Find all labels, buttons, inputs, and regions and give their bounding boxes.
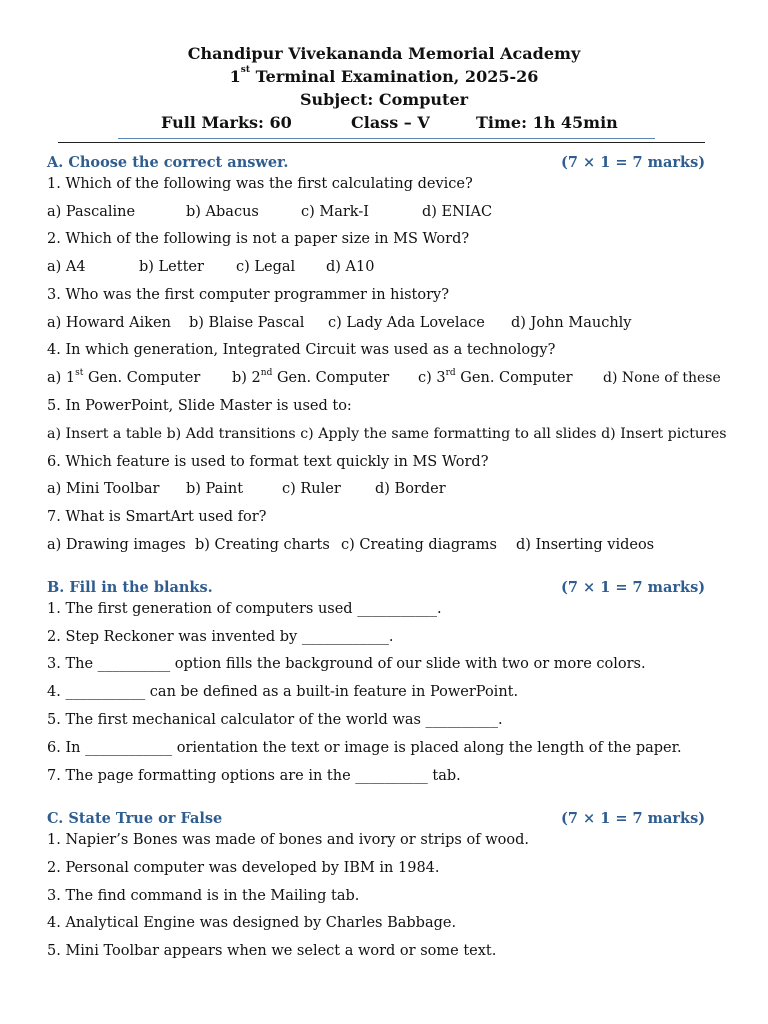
question-a6: 6. Which feature is used to format text quickly in MS Word? xyxy=(47,454,489,470)
subject-line: Subject: Computer xyxy=(299,90,469,109)
time-label: Time: 1h 45min xyxy=(476,113,618,132)
option-a2-d: d) A10 xyxy=(326,259,375,275)
full-marks: Full Marks: 60 xyxy=(161,113,292,132)
option-a2-b: b) Letter xyxy=(139,259,204,275)
option-a3-b: b) Blaise Pascal xyxy=(189,315,305,331)
true-false-item: 1. Napier’s Bones was made of bones and ivory or strips of wood. xyxy=(47,832,529,848)
blank-item: 3. The __________ option fills the background of our slide with two or more colors. xyxy=(47,656,646,672)
blank-item: 7. The page formatting options are in the __________ tab. xyxy=(47,768,461,784)
blank-item: 2. Step Reckoner was invented by ____________. xyxy=(47,629,394,645)
option-a4-b: b) 2nd Gen. Computer xyxy=(232,368,390,386)
question-a1: 1. Which of the following was the first calculating device? xyxy=(47,176,473,192)
option-a7-b: b) Creating charts xyxy=(195,537,330,553)
option-a1-c: c) Mark-I xyxy=(301,204,369,220)
option-a2-c: c) Legal xyxy=(236,259,296,275)
option-a6-c: c) Ruler xyxy=(282,481,341,497)
question-a4: 4. In which generation, Integrated Circuit was used as a technology? xyxy=(47,342,556,358)
section-c-marks: (7 × 1 = 7 marks) xyxy=(561,810,706,827)
option-a2-a: a) A4 xyxy=(47,259,86,275)
question-a2: 2. Which of the following is not a paper size in MS Word? xyxy=(47,231,470,247)
exam-title: 1st Terminal Examination, 2025-26 xyxy=(229,65,539,86)
section-a-marks: (7 × 1 = 7 marks) xyxy=(561,154,706,171)
option-a1-d: d) ENIAC xyxy=(422,204,493,220)
question-a7: 7. What is SmartArt used for? xyxy=(47,509,267,525)
section-b-title: B. Fill in the blanks. xyxy=(47,579,213,596)
option-a3-d: d) John Mauchly xyxy=(511,315,632,331)
option-a4-d: d) None of these xyxy=(603,370,721,386)
option-a6-d: d) Border xyxy=(375,481,446,497)
blank-item: 4. ___________ can be defined as a built-in feature in PowerPoint. xyxy=(47,684,519,700)
option-a1-a: a) Pascaline xyxy=(47,204,136,220)
class-label: Class – V xyxy=(351,113,430,132)
true-false-item: 2. Personal computer was developed by IBM in 1984. xyxy=(47,860,440,876)
option-a1-b: b) Abacus xyxy=(186,204,259,220)
blank-item: 1. The first generation of computers used ___________. xyxy=(47,601,442,617)
true-false-item: 5. Mini Toolbar appears when we select a word or some text. xyxy=(47,943,497,959)
header-divider xyxy=(58,142,705,143)
blank-item: 5. The first mechanical calculator of the world was __________. xyxy=(47,712,503,728)
question-a3: 3. Who was the first computer programmer in history? xyxy=(47,287,450,303)
option-a4-c: c) 3rd Gen. Computer xyxy=(418,368,573,386)
section-c-title: C. State True or False xyxy=(47,810,223,827)
option-a4-a: a) 1st Gen. Computer xyxy=(47,368,201,386)
option-a3-a: a) Howard Aiken xyxy=(47,315,171,331)
option-a6-a: a) Mini Toolbar xyxy=(47,481,160,497)
option-a5-all: a) Insert a table b) Add transitions c) Apply the same formatting to all slides d) Insert pictures xyxy=(47,426,727,442)
header-underline-blue xyxy=(118,138,655,139)
true-false-item: 4. Analytical Engine was designed by Charles Babbage. xyxy=(47,915,457,931)
section-b-marks: (7 × 1 = 7 marks) xyxy=(561,579,706,596)
blank-item: 6. In ____________ orientation the text or image is placed along the length of the paper. xyxy=(47,740,682,756)
question-a5: 5. In PowerPoint, Slide Master is used to: xyxy=(47,398,352,414)
section-a-title: A. Choose the correct answer. xyxy=(47,154,289,171)
true-false-item: 3. The find command is in the Mailing tab. xyxy=(47,888,360,904)
option-a6-b: b) Paint xyxy=(186,481,244,497)
option-a3-c: c) Lady Ada Lovelace xyxy=(328,315,485,331)
school-name: Chandipur Vivekananda Memorial Academy xyxy=(187,44,581,63)
option-a7-a: a) Drawing images xyxy=(47,537,186,553)
option-a7-c: c) Creating diagrams xyxy=(341,537,497,553)
option-a7-d: d) Inserting videos xyxy=(516,537,655,553)
